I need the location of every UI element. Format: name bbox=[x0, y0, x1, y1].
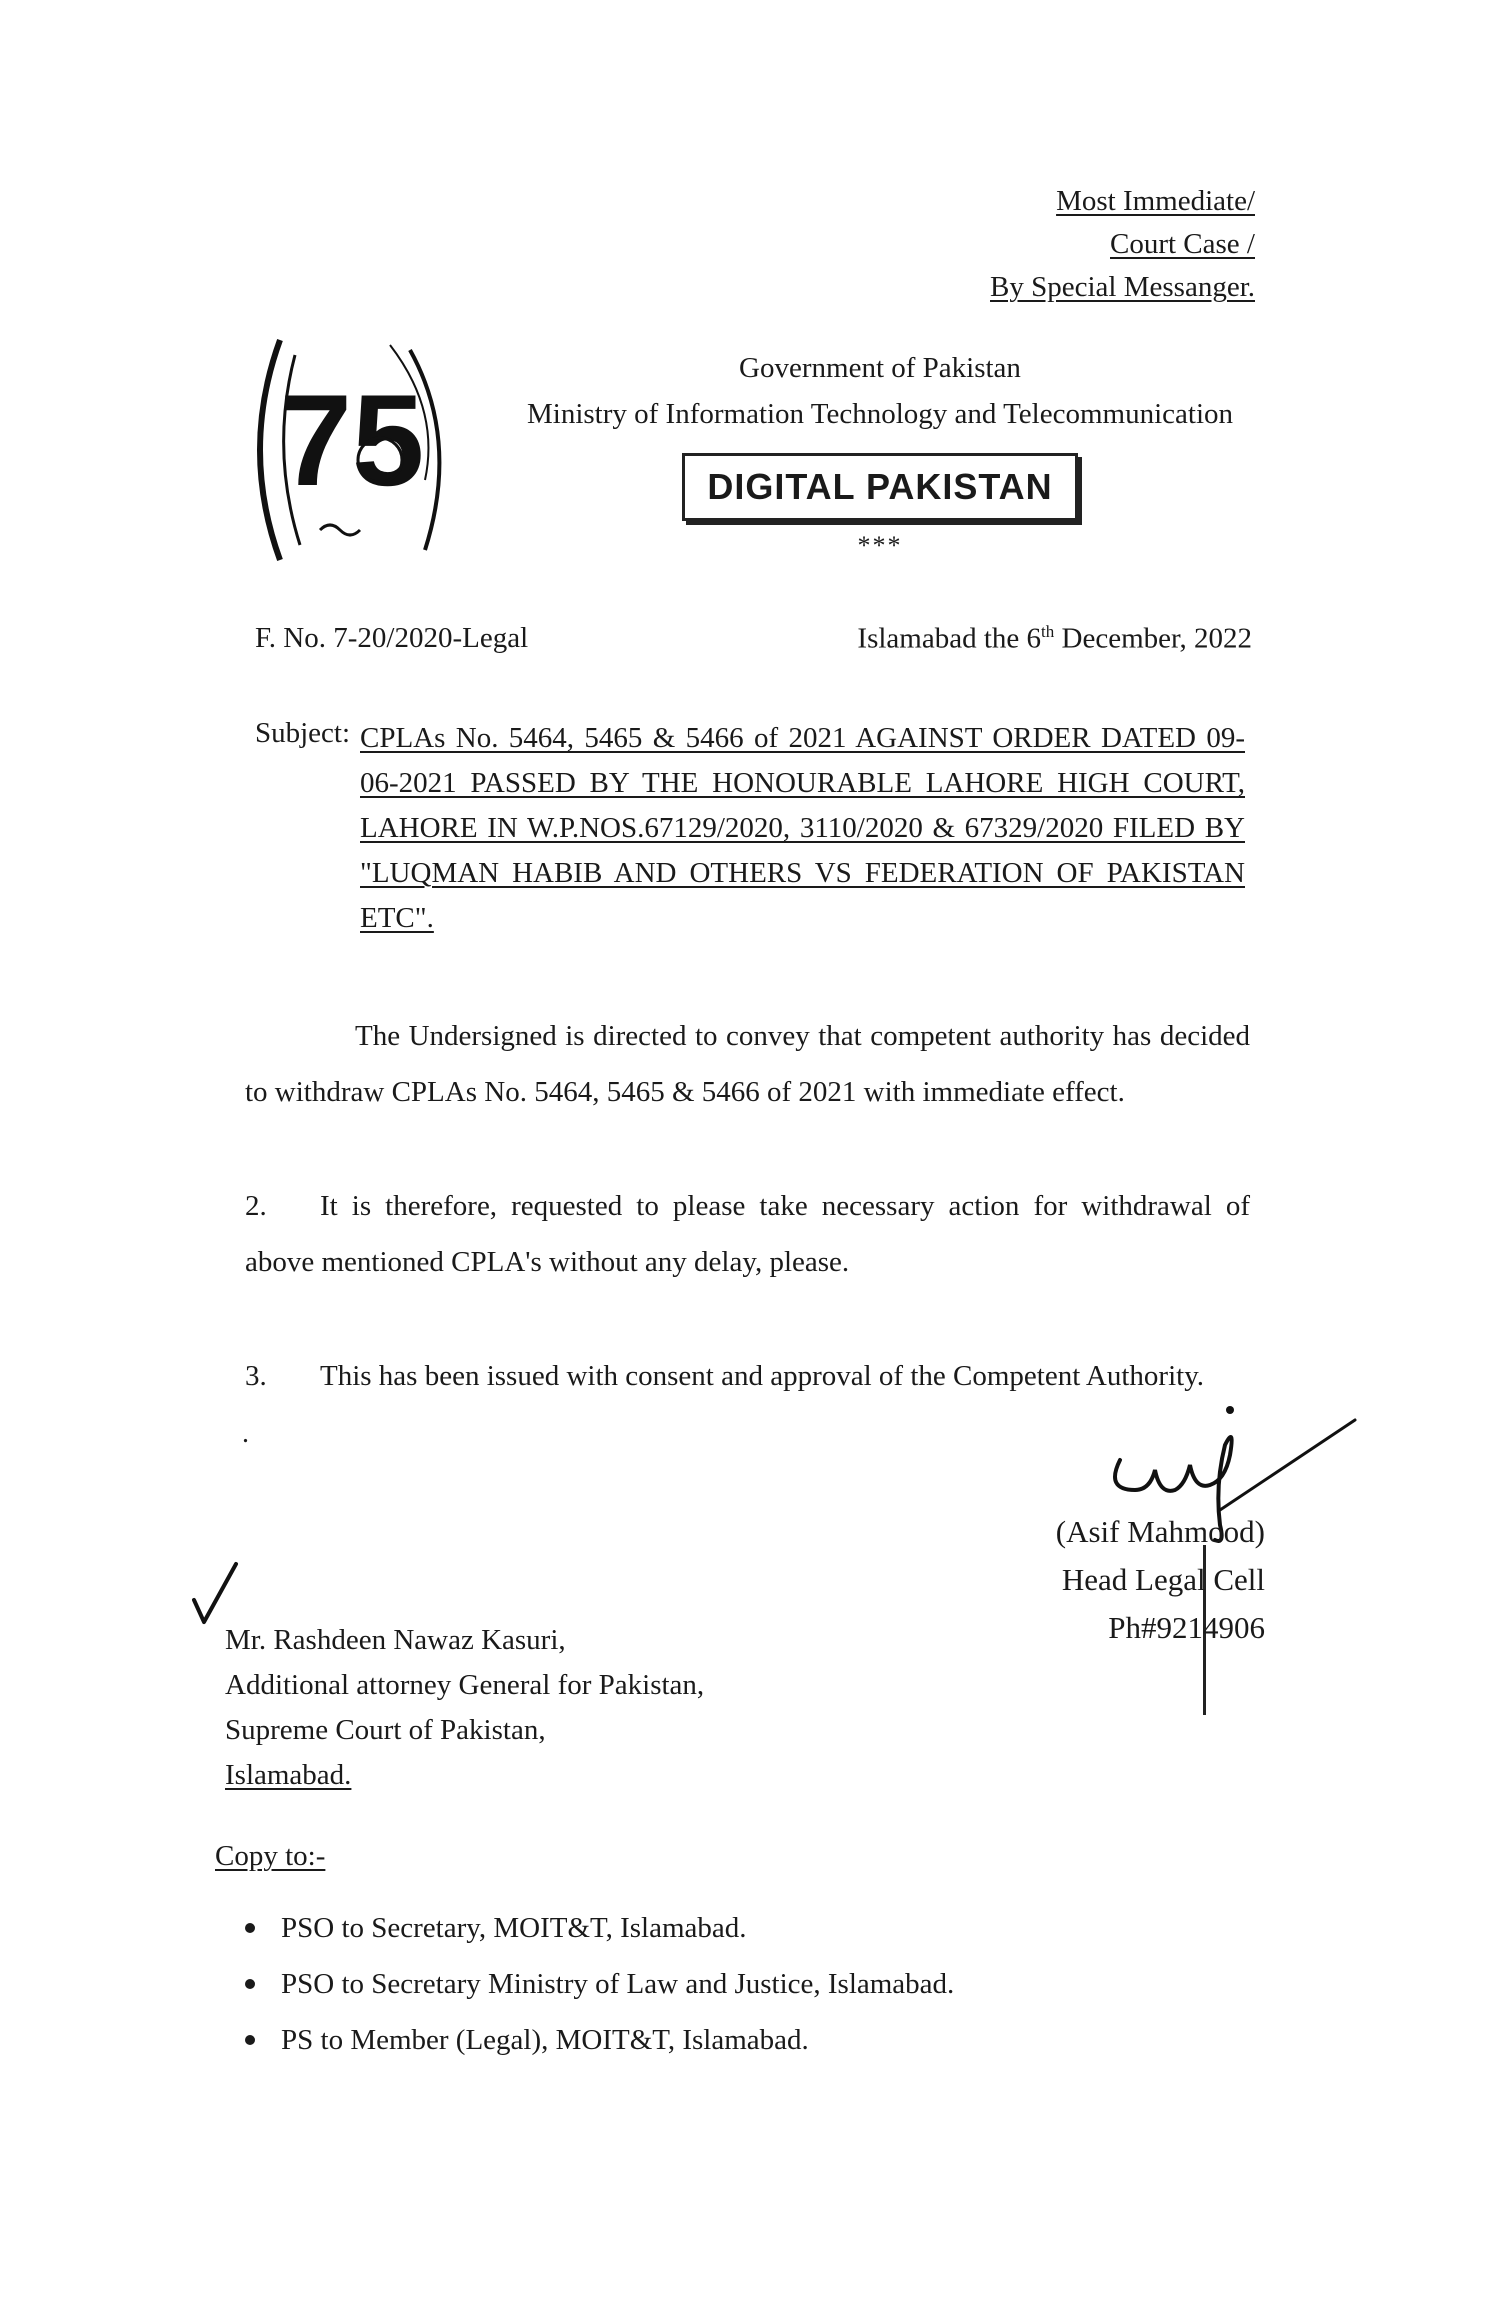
copy-recipient: PS to Member (Legal), MOIT&T, Islamabad. bbox=[281, 2024, 809, 2056]
bullet-icon bbox=[245, 1979, 255, 1989]
paragraph-3-number: 3. bbox=[245, 1360, 267, 1392]
letter-date bbox=[857, 622, 1252, 656]
paragraph-3-text: This has been issued with consent and approval of the Competent Authority. bbox=[320, 1360, 1205, 1392]
paragraph-1: The Undersigned is directed to convey that competent authority has decided to withdraw CPLAs No. 5464, 5465 & 5466 of 2021 with immediate effect. bbox=[245, 1020, 1250, 1108]
subject-label: Subject: bbox=[255, 717, 351, 749]
addressee-block bbox=[225, 1618, 704, 1798]
file-number: F. No. 7-20/2020-Legal bbox=[255, 622, 529, 654]
digital-pakistan-badge: DIGITAL PAKISTAN bbox=[682, 453, 1077, 521]
bullet-icon bbox=[245, 2035, 255, 2045]
addressee-office: Supreme Court of Pakistan, bbox=[225, 1714, 546, 1746]
signatory-phone: Ph#9214906 bbox=[1108, 1610, 1265, 1645]
copy-recipient: PSO to Secretary, MOIT&T, Islamabad. bbox=[281, 1912, 747, 1944]
marker-court-case: Court Case / bbox=[1110, 228, 1255, 260]
addressee-designation: Additional attorney General for Pakistan, bbox=[225, 1669, 705, 1701]
marker-most-immediate: Most Immediate/ bbox=[1056, 185, 1255, 217]
signatory-title: Head Legal Cell bbox=[1061, 1562, 1265, 1597]
list-item bbox=[245, 1900, 954, 1956]
date-ordinal: th bbox=[1041, 622, 1055, 641]
subject-text: CPLAs No. 5464, 5465 & 5466 of 2021 AGAINST ORDER DATED 09-06-2021 PASSED BY THE HONOURABLE LAHORE HIGH COURT, LAHORE IN W.P.NOS.67129/2020, 3110/2020 & 67329/2020 FILED BY "LUQMAN HABIB AND OTHERS VS FEDERATION OF PAKISTAN ETC". bbox=[360, 722, 1245, 934]
bullet-icon bbox=[245, 1923, 255, 1933]
paragraph-3 bbox=[245, 1348, 1250, 1404]
marker-special-messenger: By Special Messanger. bbox=[990, 271, 1255, 303]
copy-to-label: Copy to:- bbox=[215, 1840, 326, 1872]
paragraph-2-number: 2. bbox=[245, 1190, 267, 1222]
priority-markers bbox=[895, 180, 1255, 309]
copy-recipient: PSO to Secretary Ministry of Law and Justice, Islamabad. bbox=[281, 1968, 955, 2000]
copy-to-list bbox=[245, 1900, 954, 2068]
ministry-name: Ministry of Information Technology and Telecommunication bbox=[526, 398, 1234, 430]
header-stars: *** bbox=[857, 531, 903, 560]
svg-text:75: 75 bbox=[279, 367, 425, 513]
75-years-logo-icon bbox=[240, 330, 480, 580]
paragraph-2 bbox=[245, 1178, 1250, 1290]
list-item bbox=[245, 1956, 954, 2012]
addressee-name: Mr. Rashdeen Nawaz Kasuri, bbox=[225, 1624, 566, 1656]
government-name: Government of Pakistan bbox=[739, 352, 1021, 384]
paragraph-2-text: It is therefore, requested to please take necessary action for withdrawal of above mentioned CPLA's without any delay, please. bbox=[245, 1190, 1250, 1278]
stray-dot: . bbox=[242, 1418, 249, 1449]
signatory-name: (Asif Mahmood) bbox=[1055, 1514, 1265, 1549]
date-prefix: Islamabad the 6 bbox=[857, 622, 1042, 655]
signatory-block bbox=[1056, 1508, 1265, 1652]
letterhead bbox=[500, 345, 1260, 561]
addressee-city: Islamabad. bbox=[225, 1759, 352, 1791]
date-rest: December, 2022 bbox=[1054, 622, 1252, 655]
list-item bbox=[245, 2012, 954, 2068]
